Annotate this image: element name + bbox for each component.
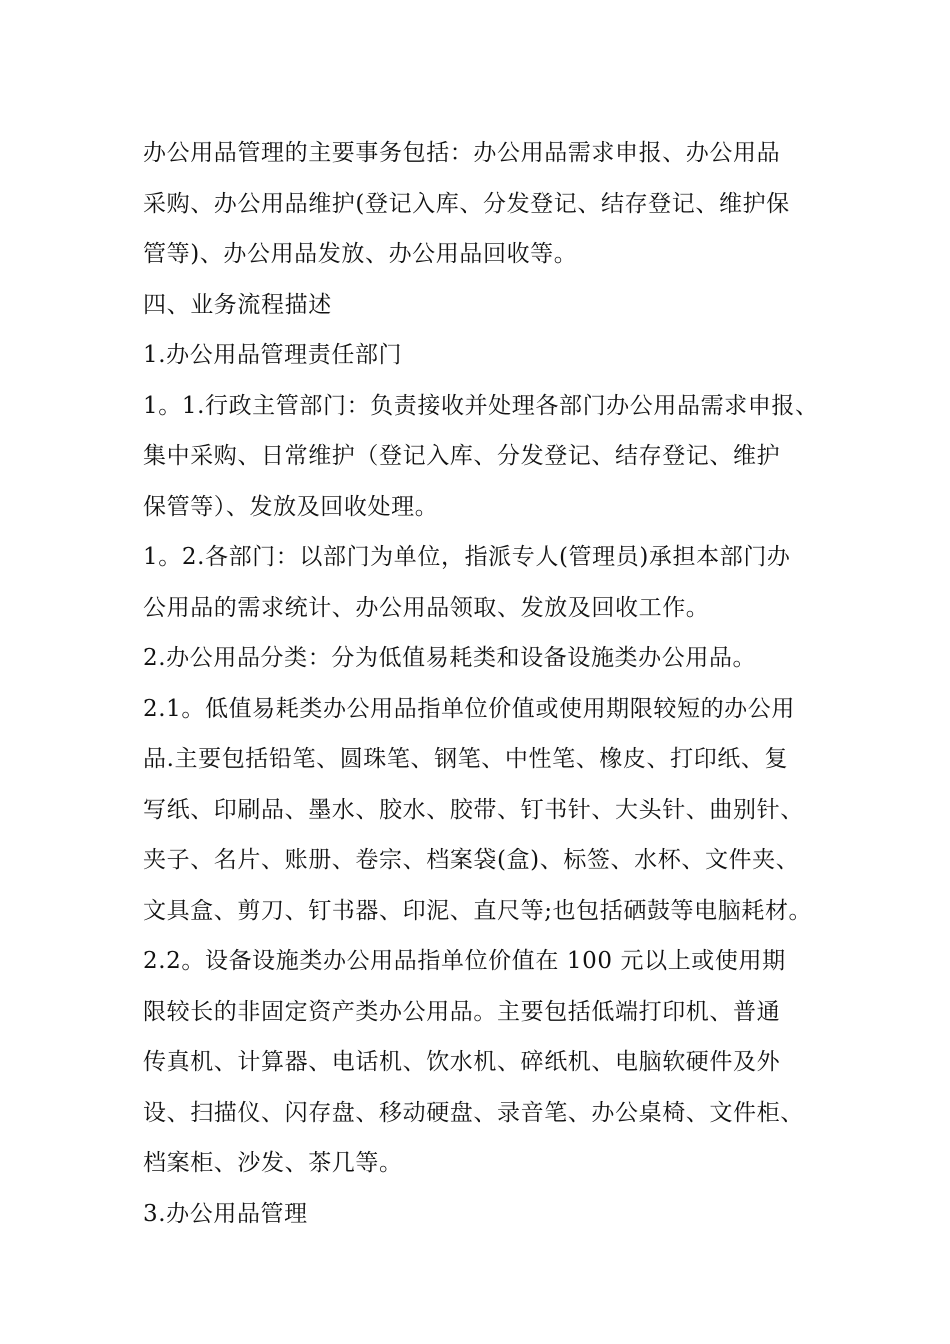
paragraph-line: 夹子、名片、账册、卷宗、档案袋(盒)、标签、水杯、文件夹、 [143,847,800,873]
paragraph-line: 品.主要包括铅笔、圆珠笔、钢笔、中性笔、橡皮、打印纸、复 [143,746,789,772]
paragraph-line: 办公用品管理的主要事务包括：办公用品需求申报、办公用品 [143,140,781,166]
paragraph-line: 集中采购、日常维护（登记入库、分发登记、结存登记、维护 [143,443,781,469]
paragraph-line: 写纸、印刷品、墨水、胶水、胶带、钉书针、大头针、曲别针、 [143,796,804,823]
paragraph-line: 2.2。设备设施类办公用品指单位价值在 100 元以上或使用期 [143,948,786,974]
paragraph-line: 设、扫描仪、闪存盘、移动硬盘、录音笔、办公桌椅、文件柜、 [143,1099,804,1126]
paragraph-line: 管等)、办公用品发放、办公用品回收等。 [143,241,578,267]
paragraph-line: 2.办公用品分类：分为低值易耗类和设备设施类办公用品。 [143,645,757,671]
paragraph-line: 2.1。低值易耗类办公用品指单位价值或使用期限较短的办公用 [143,695,795,722]
paragraph-line: 采购、办公用品维护(登记入库、分发登记、结存登记、维护保 [143,190,790,217]
paragraph-line: 1。1.行政主管部门：负责接收并处理各部门办公用品需求申报、 [143,392,819,419]
subsection-heading: 3.办公用品管理 [143,1200,308,1227]
paragraph-line: 文具盒、剪刀、钉书器、印泥、直尺等;也包括硒鼓等电脑耗材。 [143,897,813,924]
paragraph-line: 1。2.各部门：以部门为单位，指派专人(管理员)承担本部门办 [143,544,791,570]
paragraph-line: 限较长的非固定资产类办公用品。主要包括低端打印机、普通 [143,998,781,1025]
paragraph-line: 档案柜、沙发、茶几等。 [143,1150,403,1176]
subsection-heading: 1.办公用品管理责任部门 [143,342,403,368]
section-heading: 四、业务流程描述 [143,291,332,318]
paragraph-line: 公用品的需求统计、办公用品领取、发放及回收工作。 [143,594,710,621]
paragraph-line: 传真机、计算器、电话机、饮水机、碎纸机、电脑软硬件及外 [143,1049,781,1075]
paragraph-line: 保管等）、发放及回收处理。 [143,493,439,520]
document-body [143,131,833,1242]
